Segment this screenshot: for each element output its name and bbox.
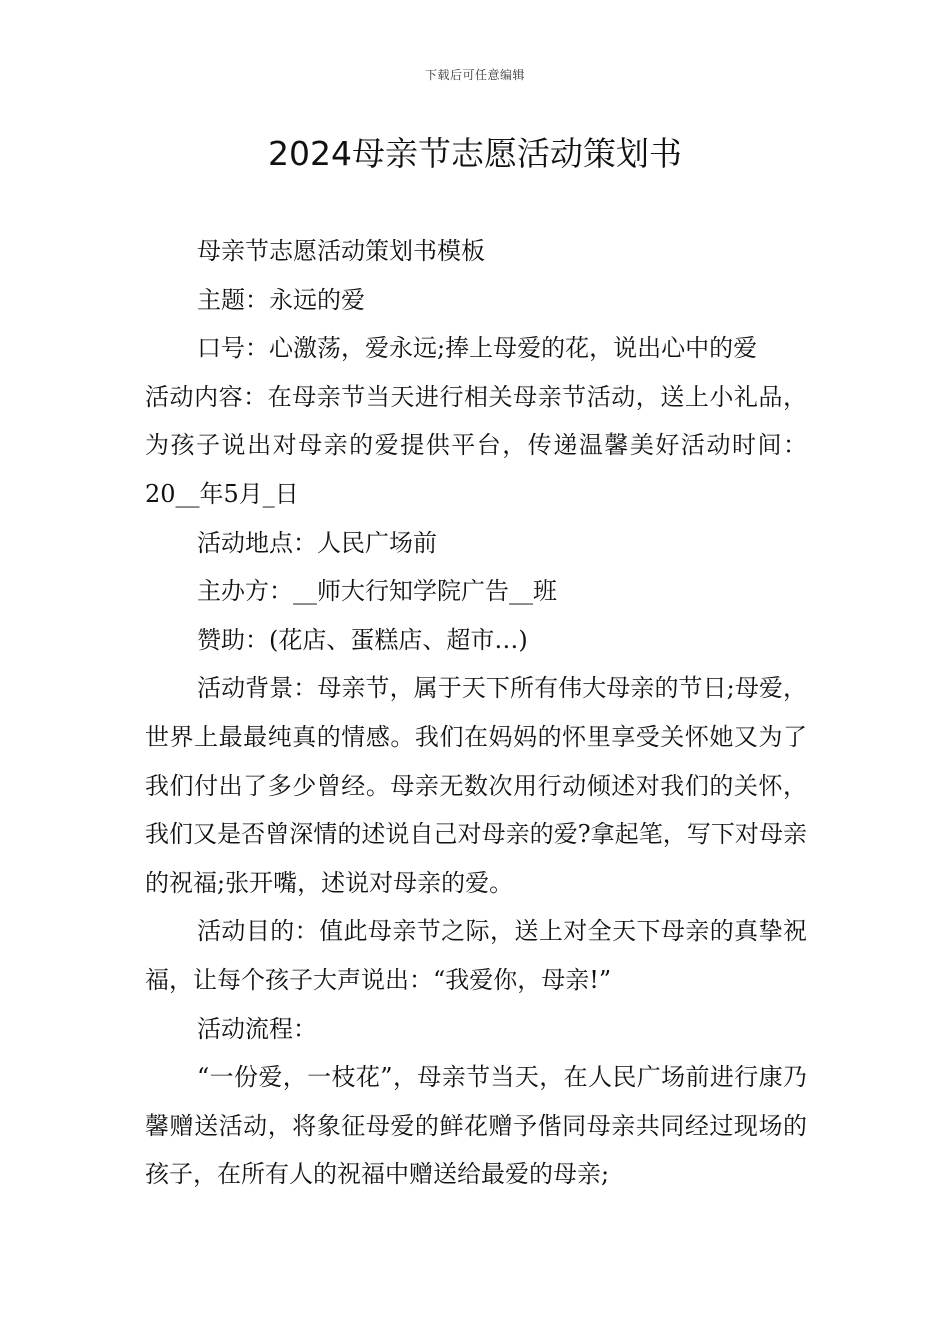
paragraph-template-name: 母亲节志愿活动策划书模板 — [197, 237, 485, 265]
paragraph-location: 活动地点：人民广场前 — [197, 528, 437, 557]
paragraph-slogan: 口号：心激荡，爱永远;捧上母爱的花，说出心中的爱 — [197, 334, 758, 363]
header-note: 下载后可任意编辑 — [424, 68, 525, 82]
paragraph-organizer: 主办方：__师大行知学院广告__班 — [197, 577, 557, 606]
paragraph-sponsor: 赞助：(花店、蛋糕店、超市…) — [197, 625, 528, 654]
paragraph-purpose: 活动目的：值此母亲节之际，送上对全天下母亲的真挚祝福，让每个孩子大声说出：“我爱你，母亲!” — [145, 917, 807, 994]
paragraph-theme: 主题：永远的爱 — [197, 285, 365, 314]
paragraph-process-heading: 活动流程： — [197, 1014, 317, 1043]
document-body — [145, 227, 807, 1199]
paragraph-background: 活动背景：母亲节，属于天下所有伟大母亲的节日;母爱，世界上最最纯真的情感。我们在妈妈的怀里享受关怀她又为了我们付出了多少曾经。母亲无数次用行动倾述对我们的关怀，我们又是否曾深情的述说自己对母亲的爱?拿起笔，写下对母亲的祝福;张开嘴，述说对母亲的爱。 — [145, 674, 807, 897]
paragraph-content-time: 活动内容：在母亲节当天进行相关母亲节活动，送上小礼品，为孩子说出对母亲的爱提供平台，传递温馨美好活动时间：20__年5月_日 — [145, 382, 807, 508]
document-title: 2024母亲节志愿活动策划书 — [268, 134, 682, 173]
paragraph-process-step-1: “一份爱，一枝花”，母亲节当天，在人民广场前进行康乃馨赠送活动，将象征母爱的鲜花赠予偕同母亲共同经过现场的孩子，在所有人的祝福中赠送给最爱的母亲; — [145, 1063, 807, 1189]
